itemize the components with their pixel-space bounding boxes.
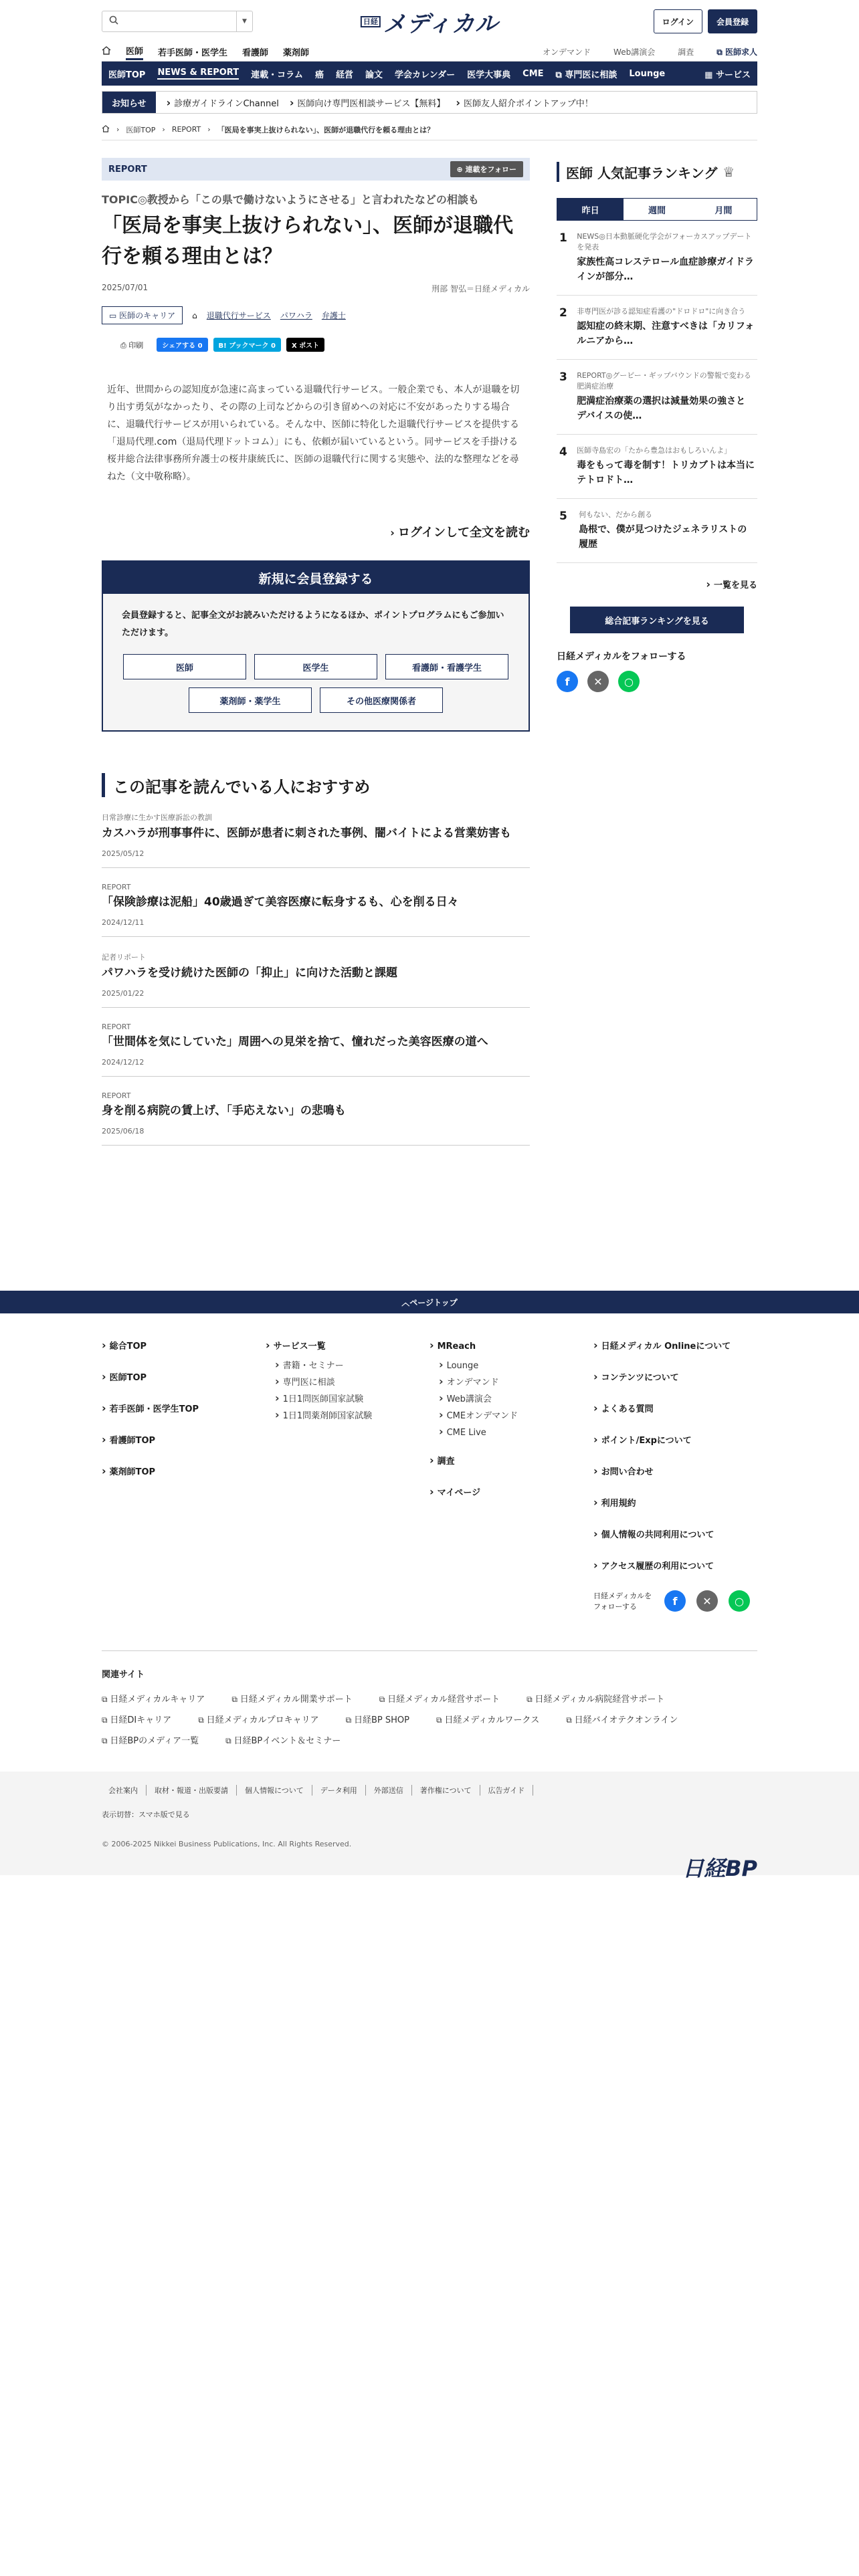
breadcrumb-item[interactable]: 医師TOP	[126, 125, 156, 134]
footer-sublink[interactable]: › Lounge	[439, 1358, 593, 1371]
article-author: 刑部 智弘＝日経メディカル	[432, 284, 530, 294]
register-nurse-button[interactable]: 看護師・看護学生	[385, 654, 508, 679]
footer-bottom-link[interactable]: データ利用	[312, 1785, 366, 1796]
grid-icon: ▦	[704, 70, 716, 80]
footer-link[interactable]: › 調査	[430, 1454, 593, 1467]
ranking-title: 医師 人気記事ランキング ♕	[557, 162, 757, 182]
external-link-icon: ⧉	[717, 47, 725, 57]
x-icon[interactable]: ✕	[587, 671, 609, 692]
home-icon[interactable]	[102, 125, 110, 134]
rank-sub: 非専門医が診る認知症看護の"ドロドロ"に向き合う	[577, 307, 746, 316]
footer-sublink[interactable]: › Web講演会	[439, 1392, 593, 1404]
article-category[interactable]: REPORT	[108, 164, 147, 175]
footer-link[interactable]: › マイページ	[430, 1485, 593, 1498]
footer-sublink[interactable]: › 1日1問薬剤師国家試験	[275, 1408, 430, 1421]
page-top-button[interactable]: ︿ ページトップ	[0, 1291, 859, 1313]
related-link[interactable]: ⧉ 日経メディカルキャリア	[102, 1692, 205, 1705]
item-category: REPORT	[102, 1023, 131, 1031]
mainnav-consult[interactable]: ⧉ 専門医に相談	[555, 70, 617, 80]
site-header	[102, 0, 757, 43]
item-title[interactable]: 「世間体を気にしていた」周囲への見栄を捨て、憧れだった美容医療の道へ	[102, 1035, 488, 1049]
ranking-item[interactable]	[557, 296, 757, 360]
footer-link[interactable]: › MReach	[430, 1339, 593, 1352]
related-sites	[102, 1650, 757, 1746]
mainnav-news[interactable]: NEWS & REPORT	[157, 68, 239, 80]
footer-col-4	[593, 1339, 757, 1612]
rank-sub: 医師寺島宏の「たから豊急はおもしろいんよ」	[577, 446, 732, 455]
item-title[interactable]: 身を削る病院の賃上げ、「手応えない」の悲鳴も	[102, 1104, 346, 1117]
related-link[interactable]: ⧉ 日経DIキャリア	[102, 1713, 171, 1725]
footer-col-3	[430, 1339, 593, 1612]
list-item[interactable]	[102, 1077, 530, 1146]
external-link-icon: ⧉	[555, 70, 565, 80]
ranking-list	[557, 221, 757, 563]
logo-text: メディカル	[383, 11, 499, 37]
item-date: 2024/12/11	[102, 918, 145, 927]
footer-sublink[interactable]: › オンデマンド	[439, 1375, 593, 1388]
item-date: 2025/06/18	[102, 1127, 145, 1136]
article-lead: 近年、世間からの認知度が急速に高まっている退職代行サービス。一般企業でも、本人が退職を切り出す勇気がなかったり、その際の上司などからの引き留めへの対応に不安があったりする場合に、退職代行サービスが用いられている。そんな中、医師に特化した退職代行サービスを提供する「退局代理.com（退局代理ドットコム）」にも、依頼が届いているという。同サービスを手掛ける桜井総合法律事務所弁護士の桜井康統氏に、医師の退職代行に関する実態や、法的な整理などを尋ねた（文中敬称略）。	[107, 385, 520, 482]
site-footer	[0, 1291, 859, 1881]
nav-ondemand[interactable]: オンデマンド	[543, 47, 591, 57]
breadcrumb: › 医師TOP › REPORT › 「医局を事実上抜けられない」、医師が退職代行を頼る理由とは？	[102, 122, 757, 140]
mainnav-cme[interactable]: CME	[522, 68, 544, 79]
mainnav-column[interactable]: 連載・コラム	[251, 70, 303, 80]
ranking-item[interactable]	[557, 435, 757, 499]
register-box-desc: 会員登録すると、記事全文がお読みいただけるようになるほか、ポイントプログラムにもご参加いただけます。	[122, 611, 504, 638]
rank-title[interactable]: 家族性高コレステロール血症診療ガイドラインが部分…	[577, 257, 754, 282]
item-date: 2024/12/12	[102, 1058, 145, 1067]
tag-list	[102, 306, 530, 324]
footer-link[interactable]: › コンテンツについて	[593, 1370, 757, 1383]
footer-link[interactable]: › 総合TOP	[102, 1339, 266, 1352]
nav-pharmacist[interactable]: 薬剤師	[283, 48, 310, 58]
footer-sns	[593, 1590, 757, 1612]
notice-item[interactable]: › 診療ガイドラインChannel	[167, 96, 279, 109]
footer-bottom-link[interactable]: 外部送信	[366, 1785, 412, 1796]
search-box[interactable]	[102, 11, 253, 32]
ranking-item[interactable]	[557, 499, 757, 563]
breadcrumb-item[interactable]: REPORT	[171, 125, 201, 134]
item-title[interactable]: カスハラが刑事事件に、医師が患者に刺された事例、闇バイトによる営業妨害も	[102, 827, 511, 840]
ranking-more-link[interactable]: › 一覧を見る	[557, 578, 757, 591]
ranking-tabs	[557, 198, 757, 221]
list-item[interactable]	[102, 797, 530, 868]
list-item[interactable]	[102, 937, 530, 1008]
related-link[interactable]: ⧉ 日経メディカル開業サポート	[231, 1692, 352, 1705]
list-item[interactable]	[102, 1008, 530, 1077]
rank-title[interactable]: 認知症の終末期、注意すべきは「カリフォルニアから…	[577, 321, 755, 346]
register-doctor-button[interactable]: 医師	[123, 654, 246, 679]
breadcrumb-current: 「医局を事実上抜けられない」、医師が退職代行を頼る理由とは？	[217, 125, 435, 134]
related-link[interactable]: ⧉ 日経バイオテクオンライン	[566, 1713, 678, 1725]
x-icon[interactable]: ✕	[696, 1590, 718, 1612]
search-icon[interactable]	[109, 15, 118, 27]
footer-bottom-link[interactable]: 個人情報について	[237, 1785, 312, 1796]
rank-sub: REPORT◎グービー・ギップバウンドの警報で変わる肥満症治療	[577, 371, 751, 391]
mainnav-service[interactable]: ▦ サービス	[704, 70, 751, 80]
footer-link[interactable]: › よくある質問	[593, 1402, 757, 1414]
item-category: REPORT	[102, 1091, 131, 1100]
line-icon[interactable]: ○	[618, 671, 640, 692]
item-date: 2025/01/22	[102, 989, 145, 998]
mainnav-calendar[interactable]: 学会カレンダー	[395, 70, 456, 80]
line-icon[interactable]: ○	[729, 1590, 750, 1612]
item-title[interactable]: パワハラを受け続けた医師の「抑止」に向けた活動と課題	[102, 966, 397, 980]
nav-nurse[interactable]: 看護師	[242, 48, 269, 58]
footer-link[interactable]: › 薬剤師TOP	[102, 1465, 266, 1477]
footer-col-2	[266, 1339, 430, 1612]
notice-label: お知らせ	[102, 92, 156, 113]
recommend-title: この記事を読んでいる人におすすめ	[102, 773, 530, 797]
chevron-up-icon: ︿	[401, 1297, 410, 1307]
footer-link[interactable]: › 個人情報の共同利用について	[593, 1527, 757, 1540]
ranking-item[interactable]	[557, 360, 757, 435]
tab-yesterday[interactable]: 昨日	[557, 199, 624, 220]
article-category-bar	[102, 158, 530, 181]
tag-career[interactable]: ▭ 医師のキャリア	[102, 306, 183, 324]
related-link[interactable]: ⧉ 日経メディカルプロキャリア	[198, 1713, 318, 1725]
nikkei-bp-logo[interactable]: 日経BP	[682, 1856, 757, 1881]
chevron-down-icon[interactable]: ▼	[236, 11, 252, 31]
rank-number: 1	[559, 231, 567, 245]
footer-bottom-link[interactable]: 取材・報道・出版要請	[147, 1785, 237, 1796]
related-link[interactable]: ⧉ 日経BPイベント＆セミナー	[225, 1733, 341, 1746]
site-logo[interactable]	[361, 5, 498, 38]
list-item[interactable]	[102, 868, 530, 937]
mainnav-papers[interactable]: 論文	[365, 70, 383, 80]
related-title: 関連サイト	[102, 1670, 145, 1680]
mainnav-dictionary[interactable]: 医学大事典	[467, 70, 511, 80]
facebook-share-button[interactable]: シェアする 0	[157, 338, 207, 352]
all-ranking-button[interactable]: 総合記事ランキングを見る	[570, 607, 744, 633]
rank-sub: NEWS◎日本動脈硬化学会がフォーカスアップデートを発表	[577, 232, 752, 251]
print-button[interactable]: ⎙ 印刷	[120, 340, 144, 350]
footer-follow-label: 日経メディカルをフォローする	[593, 1592, 652, 1611]
recommend-list	[102, 797, 530, 1146]
tag-icon: ⌂	[192, 310, 197, 320]
folder-icon: ▭	[109, 311, 120, 320]
tag-item[interactable]: 退職代行サービス	[206, 311, 271, 320]
x-post-button[interactable]: X ポスト	[286, 338, 324, 352]
copyright: © 2006-2025 Nikkei Business Publications, Inc. All Rights Reserved.	[102, 1840, 352, 1848]
notice-bar	[102, 91, 757, 114]
footer-sublink[interactable]: › 専門医に相談	[275, 1375, 430, 1388]
rank-number: 5	[559, 510, 567, 523]
register-pharmacist-button[interactable]: 薬剤師・薬学生	[189, 687, 312, 713]
mainnav-lounge[interactable]: Lounge	[629, 68, 666, 79]
footer-link[interactable]: › アクセス履歴の利用について	[593, 1559, 757, 1572]
rank-title[interactable]: 毒をもって毒を制す！トリカブトは本当にテトロドト…	[577, 460, 755, 486]
login-read-more-link[interactable]: › ログインして全文を読む	[102, 523, 530, 540]
logo-mark: 日経	[361, 16, 381, 27]
notice-item[interactable]: › 医師友人紹介ポイントアップ中！	[456, 96, 593, 109]
register-box-title: 新規に会員登録する	[103, 562, 529, 594]
nav-jobs[interactable]: ⧉ 医師求人	[717, 47, 757, 57]
sns-links	[557, 671, 757, 692]
footer-bottom	[0, 1772, 859, 1881]
footer-link[interactable]: › 看護師TOP	[102, 1433, 266, 1446]
main-nav	[102, 62, 757, 86]
nav-webinar[interactable]: Web講演会	[613, 47, 656, 57]
footer-sublink[interactable]: › CME Live	[439, 1425, 593, 1438]
item-category: REPORT	[102, 883, 131, 891]
home-icon[interactable]	[102, 46, 111, 58]
related-link[interactable]: ⧉ 日経BP SHOP	[346, 1713, 409, 1725]
footer-link[interactable]: › お問い合わせ	[593, 1465, 757, 1477]
article-topic: TOPIC◎教授から「この県で働けないようにさせる」と言われたなどの相談も	[102, 193, 479, 206]
footer-col-1	[102, 1339, 266, 1612]
footer-bottom-link[interactable]: 会社案内	[102, 1785, 147, 1796]
footer-link[interactable]: › 利用規約	[593, 1496, 757, 1509]
follow-series-button[interactable]: ⊕ 連載をフォロー	[450, 161, 524, 177]
nav-young-doctor[interactable]: 若手医師・医学生	[158, 48, 228, 58]
mainnav-top[interactable]: 医師TOP	[108, 70, 146, 80]
share-bar	[120, 338, 530, 352]
mainnav-management[interactable]: 経営	[335, 70, 353, 80]
rank-title[interactable]: 島根で、僕が見つけたジェネラリストの履歴	[579, 524, 747, 550]
footer-link[interactable]: › ポイント/Expについて	[593, 1433, 757, 1446]
register-button[interactable]: 会員登録	[708, 9, 757, 33]
footer-link[interactable]: › 若手医師・医学生TOP	[102, 1402, 266, 1414]
mainnav-cancer[interactable]: 癌	[314, 70, 324, 80]
article-title: 「医局を事実上抜けられない」、医師が退職代行を頼る理由とは？	[102, 214, 513, 268]
article-column	[102, 158, 530, 1146]
tag-item[interactable]: 弁護士	[321, 311, 346, 320]
tab-weekly[interactable]: 週間	[648, 205, 666, 216]
footer-sublink[interactable]: › 書籍・セミナー	[275, 1358, 430, 1371]
article-date: 2025/07/01	[102, 283, 149, 292]
item-category: 日常診療に生かす医療訴訟の教訓	[102, 813, 212, 822]
login-button[interactable]: ログイン	[654, 9, 702, 33]
facebook-icon[interactable]: f	[664, 1590, 686, 1612]
footer-link[interactable]: › 医師TOP	[102, 1370, 266, 1383]
footer-sublink[interactable]: › CMEオンデマンド	[439, 1408, 593, 1421]
follow-label: 日経メディカルをフォローする	[557, 651, 686, 662]
item-title[interactable]: 「保険診療は泥船」40歳過ぎて美容医療に転身するも、心を削る日々	[102, 895, 459, 909]
related-link[interactable]: ⧉ 日経メディカル経営サポート	[379, 1692, 500, 1705]
nav-survey[interactable]: 調査	[678, 47, 694, 57]
rank-number: 4	[559, 445, 567, 459]
ranking-item[interactable]	[557, 221, 757, 296]
tab-monthly[interactable]: 月間	[714, 205, 733, 216]
plus-icon: ⊕	[456, 165, 466, 174]
footer-link[interactable]: › サービス一覧	[266, 1339, 430, 1352]
related-link[interactable]: ⧉ 日経BPのメディア一覧	[102, 1733, 199, 1746]
audience-nav	[102, 43, 757, 62]
footer-bottom-link[interactable]: 著作権について	[412, 1785, 480, 1796]
sidebar	[557, 162, 757, 692]
register-student-button[interactable]: 医学生	[254, 654, 377, 679]
related-link[interactable]: ⧉ 日経メディカル病院経営サポート	[527, 1692, 664, 1705]
register-box	[102, 560, 530, 732]
item-date: 2025/05/12	[102, 849, 145, 858]
rank-title[interactable]: 肥満症治療薬の選択は減量効果の強さとデバイスの使…	[577, 396, 746, 421]
related-link[interactable]: ⧉ 日経メディカルワークス	[436, 1713, 539, 1725]
rank-sub: 何もない、だから創る	[579, 510, 653, 519]
tag-item[interactable]: パワハラ	[280, 311, 312, 320]
footer-link[interactable]: › 日経メディカル Onlineについて	[593, 1339, 757, 1352]
footer-sublink[interactable]: › 1日1問医師国家試験	[275, 1392, 430, 1404]
rank-number: 2	[559, 306, 567, 320]
notice-item[interactable]: › 医師向け専門医相談サービス【無料】	[290, 96, 446, 109]
print-icon: ⎙	[120, 340, 129, 350]
footer-bottom-link[interactable]: 広告ガイド	[480, 1785, 534, 1796]
display-switch[interactable]: 表示切替：スマホ版で見る	[102, 1810, 190, 1819]
register-other-button[interactable]: その他医療関係者	[320, 687, 443, 713]
item-category: 記者リポート	[102, 953, 146, 962]
rank-number: 3	[559, 370, 567, 384]
nav-doctor[interactable]: 医師	[126, 44, 143, 60]
search-input[interactable]	[122, 12, 236, 31]
crown-icon: ♕	[723, 164, 735, 180]
facebook-icon[interactable]: f	[557, 671, 578, 692]
hatena-bookmark-button[interactable]: B! ブックマーク 0	[213, 338, 281, 352]
